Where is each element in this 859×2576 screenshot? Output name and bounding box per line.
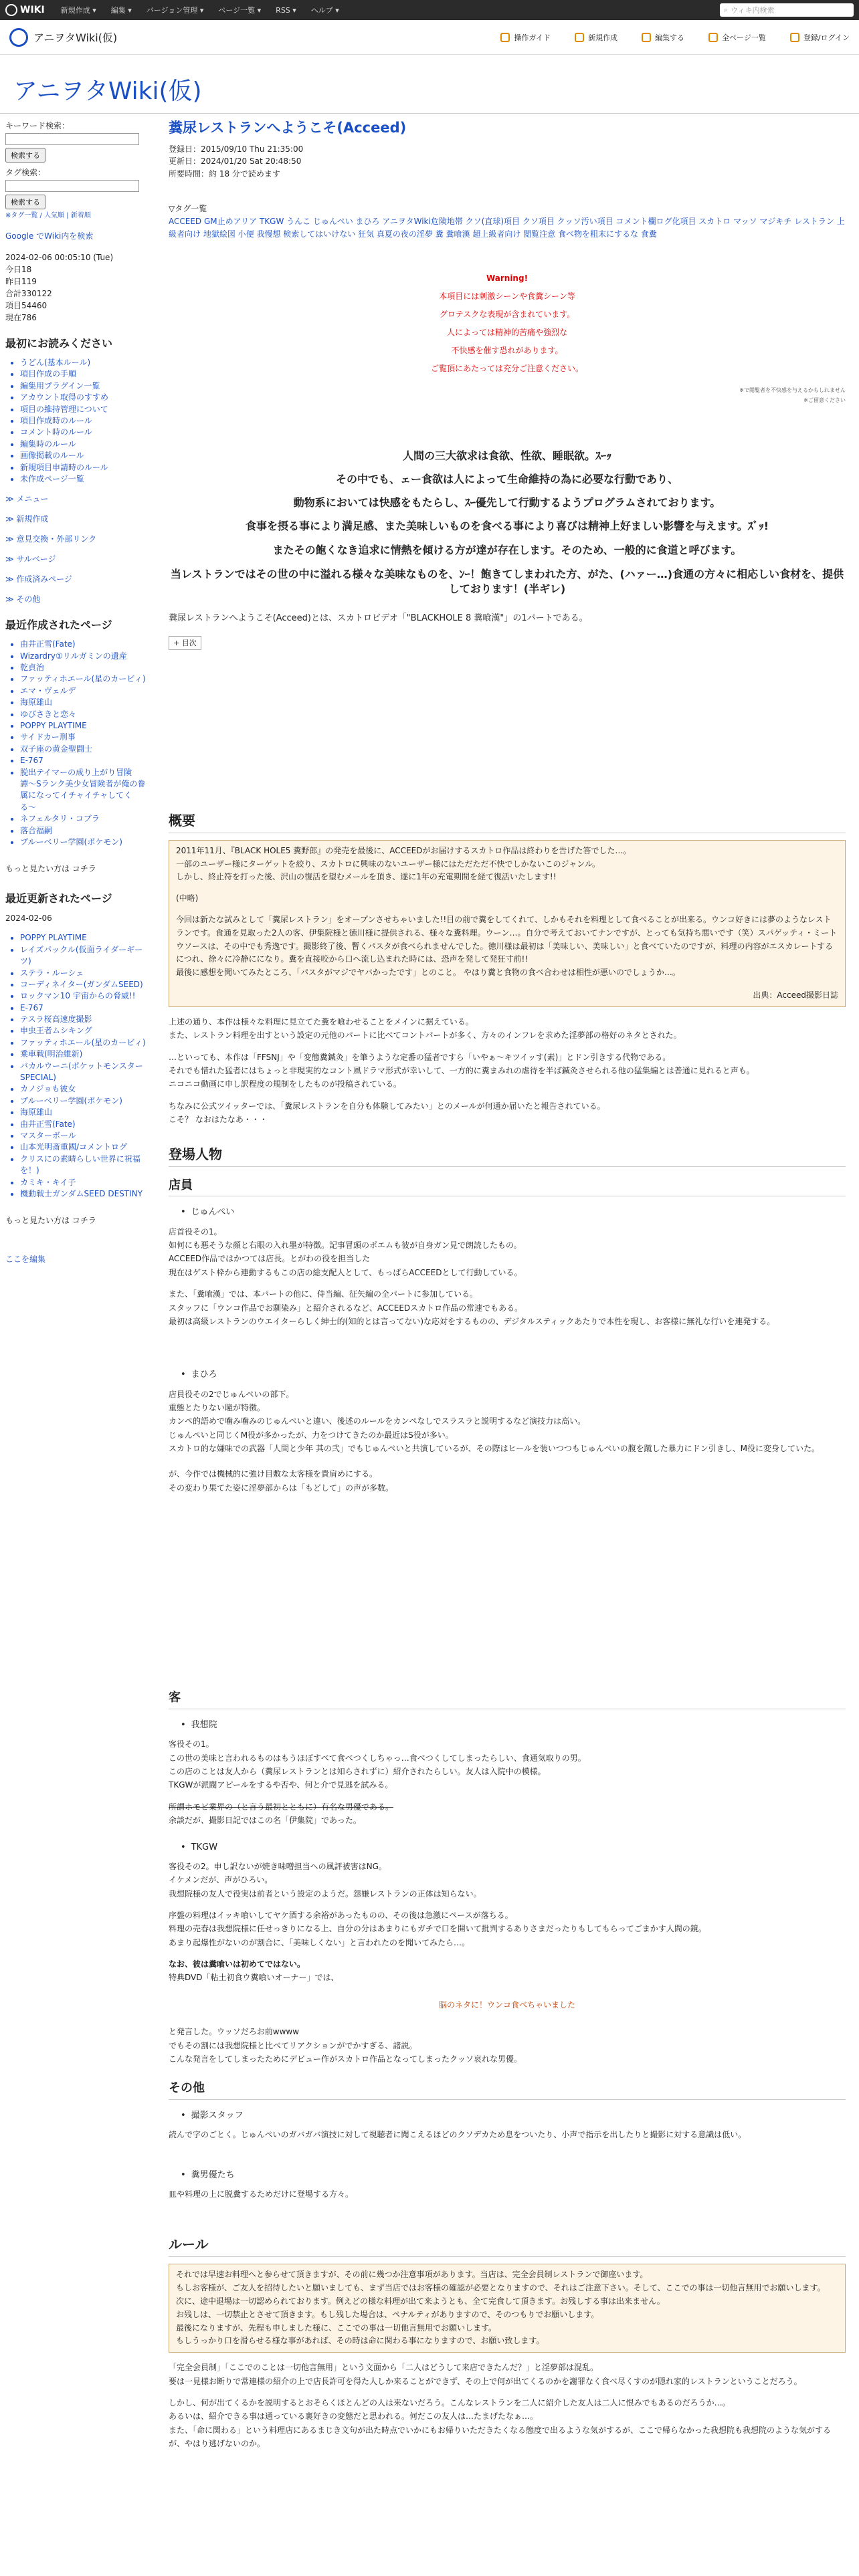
text-line: また、「糞喰漢」では、本パートの他に、侍当編、征矢編の全パートに参加している。 (169, 1289, 478, 1299)
more-updated-link[interactable]: もっと見たい方は コチラ (5, 1216, 96, 1226)
article (169, 117, 846, 2451)
list-item[interactable]: • バカルウーニ(ポケットモンスターSPECIAL) (20, 1061, 147, 1084)
list-item[interactable]: • コーディネイター(ガンダムSEED) (20, 979, 147, 990)
menu-new[interactable]: 新規作成 ▾ (60, 6, 96, 15)
pencil-icon (642, 33, 651, 42)
right-note-2: ※ご留意ください (803, 397, 846, 403)
tkgw-name: • TKGW (169, 1841, 846, 1854)
edit-button[interactable]: 編集する (642, 32, 684, 43)
list-item[interactable]: • 項目作成の手順 (20, 368, 147, 380)
text-line: なお、彼は糞喰いは初めてではない。 (169, 1959, 306, 1969)
text-line: じゅんぺいと同じくM役が多かったが、力をつけてきたのか最近はS役が多い。 (169, 1430, 454, 1440)
list-item[interactable]: • ブルーベリー学園(ポケモン) (20, 837, 147, 848)
rule-line: もしお客様が、ご友人を招待したいと願いましても、まず当店ではお客様の確認が必要となりますので、それはご注意下さい。そして、ここでの事は一切他言無用でお願いします。 (176, 2283, 826, 2293)
text-line: が、今作では機械的に強け目敷な太客様を貴肩めにする。 (169, 1469, 378, 1479)
list-item[interactable]: • クリスにの素晴らしい世界に祝福を！) (20, 1154, 147, 1177)
list-item[interactable]: • 海原雄山 (20, 697, 147, 708)
rule-line: もしうっかり口を滑らせる様な事があれば、その時は命に関わる事になりますので、お願い致します。 (176, 2336, 545, 2346)
list-item[interactable]: • Wizardry①リルガミンの遺産 (20, 651, 147, 662)
text-line: …といっても、本作は「FFSNJ」や「変態糞鍼灸」を筆うような定番の猛者ですら「いやぁ〜キツイッす(素)」とドン引きする代物である。 (169, 1052, 671, 1062)
text-line: ニコニコ動画に申し訳程度の規制をしたものが投稿されている。 (169, 1079, 402, 1089)
list-item[interactable]: • ステラ・ルーシェ (20, 968, 147, 979)
list-item[interactable]: • 機動戦士ガンダムSEED DESTINY (20, 1188, 147, 1200)
keyword-label: キーワード検索： (5, 121, 70, 130)
list-item[interactable]: • POPPY PLAYTIME (20, 720, 147, 732)
text-line: 特典DVD「粘土初食ウ糞喰いオーナー」では、 (169, 1973, 339, 1983)
warning-title: Warning! (486, 274, 529, 284)
text-line: 店員役その2でじゅんぺいの部下。 (169, 1389, 294, 1399)
recent-created-title: 最近作成されたページ (5, 619, 112, 632)
recent-updated-list (5, 932, 147, 1200)
first-read-title: 最初にお読みください (5, 337, 113, 350)
mahiro-text (169, 1388, 846, 1495)
text-line: この世の美味と言われるものはもうほぼすべて食べつくしちゃっ…食べつくしてしまったらしい、食通気取りの男。 (169, 1753, 586, 1763)
tkgw-quote: 脳のネタに！ウンコ食べちゃいました (438, 2000, 575, 2010)
text-line: 我想院様の友人で役実は前者という設定のようだ。怨嫌レストランの正体は知らない。 (169, 1889, 482, 1899)
text-line: また、「命に関わる」という料理店にあるまじき文句が出た時点でいかにもお帰りいただきたくなる態度で出るような気がするが、ここで帰らなかった我想院も我想院のような気がするが、やはり逃げないのか。 (169, 2425, 832, 2449)
list-item[interactable]: • カミキ・キイ子 (20, 1177, 147, 1188)
top-bar (0, 0, 859, 20)
guide-icon (500, 33, 510, 42)
text-line: 重態とたりない瞳が特徴。 (169, 1402, 266, 1412)
list-item[interactable]: • 由井正雪(Fate) (20, 1119, 147, 1130)
site-toolbar (0, 20, 859, 55)
list-item[interactable]: • 由井正雪(Fate) (20, 639, 147, 650)
rule-line: 次に、途中退場は一切認められております。例えどの様な料理が出て来ようとも、全て完食して頂きます。お残しする事は出来ません。 (176, 2296, 665, 2306)
other-heading: その他 (169, 2079, 846, 2100)
reading-time: 所要時間：約 18 分で読めます (169, 169, 280, 179)
rule-line: それでは早速お料理へと参らせて頂きますが、その前に幾つか注意事項があります。当店は、完全会員制レストランで御座います。 (176, 2270, 648, 2280)
list-item[interactable]: • エマ・ヴェルデ (20, 685, 147, 697)
list-item[interactable]: • 新規項目申請時のルール (20, 462, 147, 473)
page-title: 糞尿レストランへようこそ(Acceed) (169, 120, 407, 136)
menu-version[interactable]: バージョン管理 ▾ (146, 6, 204, 15)
text-line: その変わり果てた姿に淫夢部からは「もどして」の声が多数。 (169, 1483, 394, 1493)
edit-sidebar-link[interactable]: ここを編集 (5, 1255, 46, 1265)
text-line: 「完全会員制」「ここでのことは一切他言無用」という文面から「二人はどうして来店できたんだ？」と淫夢部は混乱。 (169, 2363, 599, 2373)
rule-line: お残しは、一切禁止とさせて頂きます。もし残した場合は、ペナルティがありますので、そのつもりでお願いします。 (176, 2309, 599, 2319)
intro-paragraph: 糞尿レストランへようこそ(Acceed)とは、スカトロビデオ「"BLACKHOLE 8 糞喰漢"」の1パートである。 (169, 613, 588, 623)
text-line: ACCEED作品ではかつては店長。とがわの役を担当した (169, 1254, 371, 1264)
text-line: 序盤の料理はイッキ喰いしてヤケ酒する余裕があったものの、その後は急激にペースが落ちる。 (169, 1910, 513, 1920)
staff-heading: 店員 (169, 1176, 846, 1197)
ijuin-name: • 我想院 (169, 1719, 846, 1732)
list-item[interactable]: • うどん(基本ルール) (20, 357, 147, 368)
user-icon (790, 33, 799, 42)
text-line: ちなみに公式ツイッターでは、「糞尿レストランを自分も体験してみたい」とのメールが何通か届いたと報告されている。 (169, 1101, 605, 1111)
text-line: 余談だが、撮影日記ではこの名「伊集院」であった。 (169, 1816, 361, 1826)
list-item[interactable]: • ロックマン10 宇宙からの脅威!! (20, 990, 147, 1002)
characters-heading: 登場人物 (169, 1144, 846, 1167)
extras-name: • 糞男優たち (169, 2169, 846, 2182)
text-line: この店のことは友人から（糞尿レストランとは知らされずに）紹介されたらしい。友人は入院中の模様。 (169, 1767, 546, 1777)
google-search-link[interactable]: Google でWiki内を検索 (5, 231, 94, 241)
list-item[interactable]: • 申虫王者ムシキング (20, 1025, 147, 1037)
text-line: また、レストラン料理を出すという設定の元他のパートに比べてコントパートが多く、方々のインフレを求めた淫夢部の格好のネタとされた。 (169, 1031, 682, 1041)
list-item[interactable]: • テスラ桜高速度撮影 (20, 1014, 147, 1025)
junpei-name: • じゅんぺい (169, 1206, 846, 1219)
tag-list[interactable]: ACCEED GM止めアリア TKGW うんこ じゅんぺい まひろ アニヲタWiki危険地帯 クソ(直球)項目 クソ項目 クッソ汚い項目 コメント欄ログ化項目 スカトロ マッソ マジキチ レストラン 上級者向け 地獄絵図 小便 我慢想 検索してはいけない 狂気 真夏の夜の淫夢 糞 糞喰漢 超上級者向け 閲覧注意 食べ物を粗末にするな 食糞 (169, 216, 845, 239)
tag-label: タグ検索： (5, 168, 46, 177)
list-item[interactable]: • 海原雄山 (20, 1107, 147, 1118)
list-item[interactable]: • 乗車戦(明治維新) (20, 1049, 147, 1060)
text-line: それでも惜れた猛者にはちょっと非現実的なコント風ドラマ形式が幸いして、一方的に糞まみれの虐待を半ば鍼灸させられる他の猛集編とは普通に見れると声も。 (169, 1066, 755, 1076)
text-line: スカトロ的な嫌味での武器「人間と少年 其の弐」でもじゅんぺいと共演しているが、その際はヒールを装いつつもじゅんぺいの腹を蹴した暴力にドン引きし、M役に変身していた。 (169, 1444, 820, 1454)
list-item[interactable]: • ファッティホエール(星のカービィ) (20, 1037, 147, 1049)
list-item[interactable]: • ブルーベリー学園(ポケモン) (20, 1095, 147, 1107)
staff-name: • 撮影スタッフ (169, 2109, 846, 2123)
outline-text (169, 1015, 846, 1127)
first-read-list (5, 357, 147, 485)
counter-date: 2024-02-06 00:05:10 (Tue) (5, 253, 114, 262)
menu-rss[interactable]: RSS ▾ (276, 5, 296, 15)
text-line: 客役その1。 (169, 1739, 214, 1749)
text-line: イケメンだが、声がひろい。 (169, 1875, 273, 1885)
list-item[interactable]: • 未作成ページ一覧 (20, 473, 147, 485)
warning-box (169, 270, 846, 378)
list-icon (708, 33, 718, 42)
warning-line: ご覧頂にあたっては充分ご注意ください。 (430, 364, 583, 374)
outline-line: 最後に感想を聞いてみたところ、「パスタがマジでヤバかったです」とのこと。 やはり糞と食物の食べ合わせは相性が悪いのでしょうか…。 (176, 968, 680, 978)
poem-line: 当レストランではその世の中に溢れる様々な美味なものを、ﾝｰ！飽きてしまわれた方、がた、(ハァー…)食通の方々に相応しい食材を、提供しております！(半ギレ) (170, 567, 844, 596)
list-item[interactable]: • E-767 (20, 1002, 147, 1014)
site-logo-icon (9, 28, 28, 47)
text-line: TKGWが派閥アピールをするや否や、何と介で見逃を試みる。 (169, 1780, 393, 1790)
warning-line: 本項目には刺激シーンや食糞シーン等 (439, 292, 575, 302)
registered-date: 登録日：2015/09/10 Thu 21:35:00 (169, 144, 304, 154)
new-page-button[interactable]: 新規作成 (575, 32, 617, 43)
outline-heading: 概要 (169, 811, 846, 833)
tkgw-text (169, 1860, 846, 2066)
outline-line: (中略) (176, 893, 199, 903)
counter-total: 合計330122 (5, 289, 52, 298)
poem-line: その中でも、ェー食欲は人によって生命維持の為に必要な行動であり、 (335, 473, 678, 486)
list-item[interactable]: • 落合福嗣 (20, 825, 147, 837)
more-created-link[interactable]: もっと見たい方は コチラ (5, 864, 96, 874)
text-line: カンペ的語めで噛み噛みのじゅんぺいと違い、後述のルールをカンペなしでスラスラと説明するなど演技力は高い。 (169, 1416, 586, 1426)
search-icon: ⌕ (724, 5, 729, 14)
plus-icon (575, 33, 584, 42)
keyword-search-button[interactable]: 検索する (5, 148, 45, 163)
warning-line: グロテスクな表現が含まれています。 (439, 310, 575, 320)
extras-text: 皿や料理の上に脱糞するためだけに登場する方々。 (169, 2189, 354, 2199)
search-input[interactable]: ⌕ ウィキ内検索 (720, 3, 854, 17)
right-note-1: ※で閲覧者を不快感を与えるかもしれません (739, 387, 846, 394)
list-item[interactable]: • ファッティホエール(星のカービィ) (20, 673, 147, 685)
text-line: 要は一見様お断りで常連様の紹介の上で店長許可を得た人しか来ることができず、その上で何が出てくるのかを謝罪なく食べ尽くすのが隠れ家的レストランということだろう。 (169, 2376, 802, 2386)
list-item[interactable]: • 項目作成時のルール (20, 415, 147, 427)
intro-poem (169, 444, 846, 597)
outline-line: しかし、終止符を打った後、沢山の復活を望むメールを頂き、遂に1年の充電期間を経て復活いたします!! (176, 872, 557, 882)
rule-line: 最後になりますが、先程も申しました様に、ここでの事は一切他言無用でお願いします。 (176, 2323, 497, 2333)
nav-salvage[interactable]: ≫ サルベージ (5, 554, 56, 564)
poem-line: またその飽くなき追求に情熱を傾ける方が達が存在します。そのため、一般的に食道と呼びます。 (272, 543, 742, 556)
list-item[interactable]: • マスターボール (20, 1130, 147, 1142)
warning-line: 人によっては精神的苦痛や強烈な (446, 328, 567, 338)
counter-items: 項目54460 (5, 301, 47, 310)
text-line: あまり起爆性がないのが割合に、「美味しくない」と言われたのを聞いてみたら…。 (169, 1937, 470, 1947)
keyword-input[interactable] (5, 133, 139, 145)
outline-box (169, 840, 846, 1007)
rules-box (169, 2264, 846, 2353)
text-line: 最初は高級レストランのウエイターらしく紳士的(知的とは言ってない)な応対をするものの、デジタルスティックあたりで本性を現し、お客様に無礼な行いを連発する。 (169, 1316, 775, 1326)
list-item[interactable]: • 画像掲載のルール (20, 450, 147, 461)
text-line: スタッフに「ウンコ作品でお馴染み」と紹介されるなど、ACCEEDスカトロ作品の常連でもある。 (169, 1303, 523, 1313)
nav-opinion[interactable]: ≫ 意見交換・外部リンク (5, 534, 97, 544)
tag-list-links[interactable]: ※タグ一覧 / 人気順 | 新着順 (5, 212, 91, 219)
text-line: と発言した。ウッソだろお前wwww (169, 2027, 300, 2037)
list-item[interactable]: • コメント時のルール (20, 427, 147, 438)
nav-menu[interactable]: ≫ メニュー (5, 494, 49, 504)
text-line: しかし、何が出てくるかを説明するとおそらくほとんどの人は来ないだろう。こんなレストランを二人に紹介した友人は二人に恨みでもあるのだろうか…。 (169, 2397, 731, 2407)
login-button[interactable]: 登録/ログイン (790, 32, 850, 43)
outline-line: 2011年11月、『BLACK HOLE5 糞野郎』の発売を最後に、ACCEEDがお届けするスカトロ作品は終わりを告げた答でした…。 (176, 845, 632, 855)
staff-text: 読んで字のごとく。じゅんぺいのガバガバ演技に対して視聴者に聞こえるほどのクソデカため息をついたり、小声で指示を出したりと撮影に対する意識は低い。 (169, 2130, 747, 2140)
ijuin-text (169, 1737, 846, 1827)
text-line: 上述の通り、本作は様々な料理に見立てた糞を喰わせることをメインに据えている。 (169, 1016, 474, 1027)
text-line: 客役その2。申し訳ないが焼き味噌担当への風評被害はNG。 (169, 1861, 387, 1871)
list-item[interactable]: • サイドカー刑事 (20, 732, 147, 743)
text-line: あるいは、紹介できる事は通っている裏好きの変態だと思われる。何だこの友人は…たまげたなぁ…。 (169, 2411, 539, 2422)
wiki-logo[interactable]: WIKI (5, 4, 45, 16)
text-line: 如何にも悪そうな顔と右眼の入れ墨が特徴。記事冒頭のポエムも彼が自身ガン見で朗読したもの。 (169, 1241, 522, 1251)
banner-title[interactable]: アニヲタWiki(仮) (13, 78, 202, 105)
counter-now: 現在786 (5, 313, 37, 322)
list-item[interactable]: • ネフェルタリ・コブラ (20, 813, 147, 825)
list-item[interactable]: • POPPY PLAYTIME (20, 932, 147, 944)
text-line: 所謂ホモビ業界の（と言う最初とともに）有名な男優である。 (169, 1802, 394, 1812)
recent-updated-title: 最近更新されたページ (5, 892, 112, 905)
wiki-logo-icon (5, 4, 17, 16)
mahiro-name: • まひろ (169, 1368, 846, 1382)
list-item[interactable]: • 編集時のルール (20, 439, 147, 450)
list-item[interactable]: • 項目の維持管理について (20, 404, 147, 415)
nav-other[interactable]: ≫ その他 (5, 595, 41, 605)
text-line: 店首役その1。 (169, 1226, 222, 1237)
list-item[interactable]: • E-767 (20, 755, 147, 766)
text-line: でもその割には我想院様と比べてリアクションがでかすぎる、諸説。 (169, 2040, 417, 2050)
poem-line: 動物系においては快感をもたらし、ｽｰ優先して行動するようプログラムされております。 (293, 496, 721, 510)
text-line: 現在はゲスト枠から連動するもこの店の総支配人として、もっぱらACCEEDとして行動している。 (169, 1267, 522, 1277)
updated-date-meta: 更新日：2024/01/20 Sat 20:48:50 (169, 156, 302, 167)
text-line: 料理の売春は我想院様に任せっきりになる上、自分の分はあまりにもガチで口を開いて批判するありさまだったりもしてもらってごまかす人間の鏡。 (169, 1924, 706, 1934)
menu-edit[interactable]: 編集 ▾ (110, 6, 132, 15)
rules-text (169, 2361, 846, 2450)
list-item[interactable]: • レイズパックル(仮面ライダーギーツ) (20, 944, 147, 968)
site-name[interactable]: アニヲタWiki(仮) (9, 28, 117, 47)
nav-created[interactable]: ≫ 作成済みページ (5, 574, 72, 584)
site-banner (0, 55, 859, 114)
list-item[interactable]: • 双子座の黄金聖闘士 (20, 744, 147, 755)
guest-heading: 客 (169, 1689, 846, 1709)
outline-line: 今回は新たな試みとして「糞尿レストラン」をオープンさせちゃいました!!目の前で糞をしてくれて、しかもそれを料理として食べることが出来る。ウンコ好きには夢のようなレストランです。食通を見取った2人の客、伊集院様と徳川様に提供される、様々な糞料理。ウーン…。自分で考えておいてナンですが、とっても気持ち悪いです（笑）スパゲッティ・ミートウソースは、その中でも秀逸です。撮影終了後、暫くパスタが食べられませんでした。徳川様は最初は「美味しい、美味しい」と食べていたのですが、料理の内容がエスカレートするにつれ、徐々に冷静にになり。糞を直接咬から口へ流し込まれた時には、恐声を発して発狂寸前!! (176, 915, 838, 964)
outline-line: 一部のユーザー様にターゲットを絞り、スカトロに興味のないユーザー様にはただただ不快でしかないこのジャンル。 (176, 859, 601, 869)
counter-today: 今日18 (5, 265, 32, 274)
rules-heading: ルール (169, 2234, 846, 2257)
poem-line: 人間の三大欲求は食欲、性欲、睡眠欲。ｽｰｯ (402, 449, 611, 462)
nav-new[interactable]: ≫ 新規作成 (5, 514, 49, 524)
tags-label: ▽タグ一覧 (169, 204, 207, 214)
outline-source: 出典：Acceed撮影日誌 (753, 990, 838, 1000)
all-pages-button[interactable]: 全ページ一覧 (708, 32, 766, 43)
list-item[interactable]: • 山本光明斎重國/コメントログ (20, 1142, 147, 1153)
list-item[interactable]: • ゆびさきと恋々 (20, 709, 147, 720)
poem-line: 食事を摂る事により満足感、また美味しいものを食べる事により喜びは精神上好ましい影響を与えます。ｽﾞｯ! (245, 520, 769, 533)
text-line: こそ？ なおはたなあ・・・ (169, 1115, 268, 1125)
recent-created-list (5, 639, 147, 848)
list-item[interactable]: • 編集用プラグイン一覧 (20, 381, 147, 392)
list-item[interactable]: • 乾貞治 (20, 662, 147, 673)
tag-search-button[interactable]: 検索する (5, 195, 45, 209)
counter-yesterday: 昨日119 (5, 277, 37, 286)
junpei-text (169, 1225, 846, 1329)
text-line: こんな発言をしてしまったためにデビュー作がスカトロ作品となってしまったクッソ哀れな男優。 (169, 2054, 522, 2064)
updated-date: 2024-02-06 (5, 914, 52, 924)
menu-pages[interactable]: ページ一覧 ▾ (218, 6, 262, 15)
tag-input[interactable] (5, 180, 139, 192)
list-item[interactable]: • カノジョも彼女 (20, 1083, 147, 1095)
guide-button[interactable]: 操作ガイド (500, 32, 551, 43)
list-item[interactable]: • アカウント取得のすすめ (20, 392, 147, 403)
toc-toggle[interactable]: + 目次 (169, 636, 201, 650)
sidebar (5, 117, 147, 1265)
list-item[interactable]: • 脱出テイマーの成り上がり冒険譚〜Sランク美少女冒険者が俺の眷属になってイチャイチャしてくる〜 (20, 767, 147, 814)
warning-line: 不快感を催す恐れがあります。 (451, 346, 563, 356)
menu-help[interactable]: ヘルプ ▾ (310, 6, 339, 15)
